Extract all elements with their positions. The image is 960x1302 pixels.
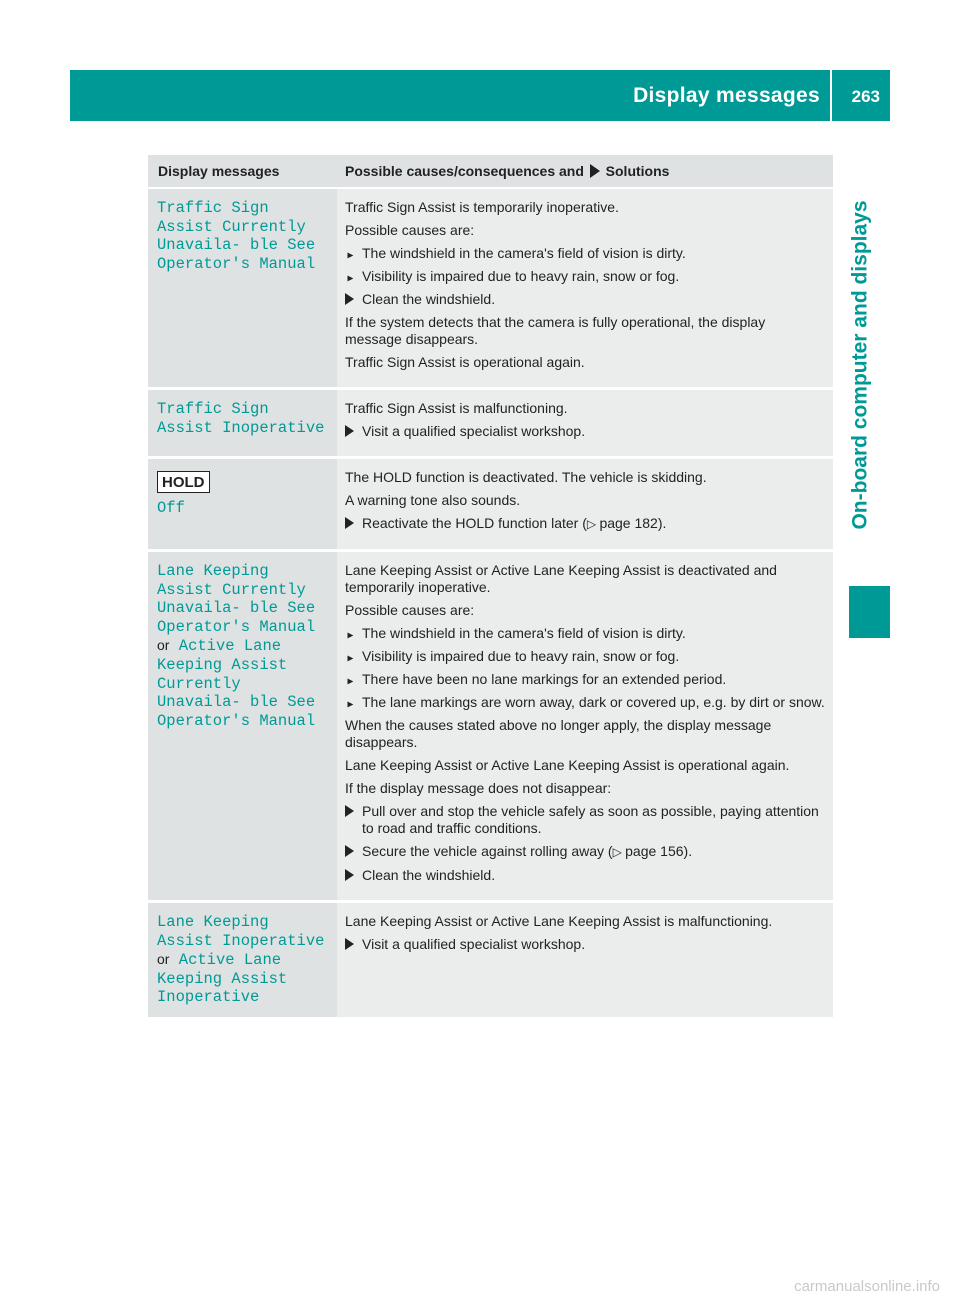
- item-text: Visit a qualified specialist workshop.: [362, 423, 586, 439]
- watermark: carmanualsonline.info: [794, 1278, 940, 1295]
- bullet-triangle-icon: ▲: [344, 653, 356, 664]
- step-arrow-icon: [345, 291, 354, 309]
- solution-step-item: [345, 803, 825, 837]
- solution-step-item: [345, 423, 825, 440]
- description-text: Traffic Sign Assist is temporarily inoperative.: [345, 199, 619, 215]
- description-text: When the causes stated above no longer apply, the display message disappears.: [345, 717, 772, 750]
- item-text: Visibility is impaired due to heavy rain, snow or fog.: [362, 648, 680, 664]
- table-row: [148, 551, 833, 902]
- page-reference-icon: ▷: [586, 517, 600, 531]
- page-reference-link[interactable]: page 156: [625, 843, 684, 859]
- table-row: [148, 902, 833, 1019]
- description-text: Traffic Sign Assist is malfunctioning.: [345, 400, 568, 416]
- causes-solutions-cell: [337, 551, 833, 902]
- display-message-cell: [148, 902, 337, 1019]
- page-reference-icon: ▷: [612, 845, 626, 859]
- description-text: Possible causes are:: [345, 222, 475, 238]
- solution-step-item: [345, 936, 825, 953]
- solution-step-item: [345, 515, 825, 533]
- item-text: Reactivate the HOLD function later (: [362, 515, 587, 531]
- display-message: Traffic Sign Assist Inoperative: [157, 400, 325, 437]
- header-divider: [830, 70, 832, 121]
- description-text: Traffic Sign Assist is operational again.: [345, 354, 585, 370]
- description-text: If the system detects that the camera is fully operational, the display message disappears.: [345, 314, 766, 347]
- chapter-side-label: [838, 130, 884, 600]
- causes-solutions-cell: [337, 389, 833, 458]
- conjunction-text: or: [157, 951, 170, 968]
- item-text: Clean the windshield.: [362, 867, 496, 883]
- causes-solutions-cell: [337, 188, 833, 389]
- item-text: Visit a qualified specialist workshop.: [362, 936, 586, 952]
- chapter-tab-marker: [849, 586, 890, 638]
- description-text: Lane Keeping Assist or Active Lane Keeping Assist is deactivated and temporarily inoperative.: [345, 562, 777, 595]
- item-text: The windshield in the camera's field of vision is dirty.: [362, 245, 686, 261]
- solution-step-item: [345, 867, 825, 884]
- cause-bullet-item: [345, 648, 825, 665]
- display-message: Lane Keeping Assist Currently Unavaila‐ ble See Operator's Manual: [157, 562, 325, 636]
- bullet-triangle-icon: ▲: [344, 273, 356, 284]
- solution-arrow-icon: [590, 164, 600, 178]
- display-message: Off: [157, 499, 185, 517]
- cause-bullet-item: [345, 268, 825, 285]
- item-text: Secure the vehicle against rolling away (: [362, 843, 613, 859]
- display-message-alt: Active Lane Keeping Assist Currently Unavaila‐ ble See Operator's Manual: [157, 637, 325, 730]
- display-message-text: [157, 562, 329, 730]
- display-message-text: [157, 199, 329, 273]
- page-section-title: Display messages: [633, 84, 820, 107]
- header-bar: [70, 70, 890, 121]
- description-text: Possible causes are:: [345, 602, 475, 618]
- item-text-end: ).: [683, 843, 693, 859]
- display-message-text: [157, 913, 329, 1007]
- step-arrow-icon: [345, 515, 354, 533]
- solution-step-item: [345, 843, 825, 861]
- display-message-text: [157, 499, 329, 518]
- chapter-title: On-board computer and displays: [849, 200, 872, 530]
- step-arrow-icon: [345, 423, 354, 441]
- causes-solutions-cell: [337, 902, 833, 1019]
- solution-step-item: [345, 291, 825, 308]
- column-header-causes-text: Possible causes/consequences and: [345, 163, 584, 179]
- item-text: The lane markings are worn away, dark or covered up, e.g. by dirt or snow.: [362, 694, 825, 710]
- display-message-cell: [148, 551, 337, 902]
- item-text: Clean the windshield.: [362, 291, 496, 307]
- causes-solutions-cell: [337, 458, 833, 551]
- table-header-row: [148, 155, 833, 188]
- cause-bullet-item: [345, 245, 825, 262]
- column-header-messages: Display messages: [148, 155, 337, 188]
- bullet-triangle-icon: ▲: [344, 250, 356, 261]
- display-message-cell: [148, 458, 337, 551]
- cause-bullet-item: [345, 625, 825, 642]
- column-header-causes: [337, 155, 833, 188]
- display-message: Lane Keeping Assist Inoperative: [157, 913, 325, 950]
- item-text: Pull over and stop the vehicle safely as soon as possible, paying attention to road and traffic conditions.: [362, 803, 819, 836]
- table-row: [148, 389, 833, 458]
- item-text-end: ).: [657, 515, 667, 531]
- description-text: Lane Keeping Assist or Active Lane Keeping Assist is malfunctioning.: [345, 913, 773, 929]
- description-text: A warning tone also sounds.: [345, 492, 521, 508]
- page-reference-link[interactable]: page 182: [599, 515, 658, 531]
- bullet-triangle-icon: ▲: [344, 699, 356, 710]
- conjunction-text: or: [157, 637, 170, 654]
- display-message-cell: [148, 389, 337, 458]
- step-arrow-icon: [345, 843, 354, 861]
- page-number: 263: [851, 87, 880, 106]
- step-arrow-icon: [345, 867, 354, 885]
- cause-bullet-item: [345, 671, 825, 688]
- display-message-text: [157, 400, 329, 437]
- description-text: Lane Keeping Assist or Active Lane Keeping Assist is operational again.: [345, 757, 790, 773]
- item-text: The windshield in the camera's field of vision is dirty.: [362, 625, 686, 641]
- table-row: [148, 458, 833, 551]
- display-message-alt: Active Lane Keeping Assist Inoperative: [157, 951, 297, 1007]
- table-row: [148, 188, 833, 389]
- item-text: There have been no lane markings for an extended period.: [362, 671, 727, 687]
- cause-bullet-item: [345, 694, 825, 711]
- display-message: Traffic Sign Assist Currently Unavaila‐ ble See Operator's Manual: [157, 199, 325, 273]
- display-messages-table: [148, 155, 833, 1020]
- description-text: The HOLD function is deactivated. The vehicle is skidding.: [345, 469, 707, 485]
- description-text: If the display message does not disappear:: [345, 780, 612, 796]
- bullet-triangle-icon: ▲: [344, 676, 356, 687]
- step-arrow-icon: [345, 803, 354, 821]
- hold-indicator-icon: HOLD: [157, 471, 210, 493]
- column-header-solutions-text: Solutions: [605, 163, 670, 179]
- step-arrow-icon: [345, 936, 354, 954]
- bullet-triangle-icon: ▲: [344, 630, 356, 641]
- item-text: Visibility is impaired due to heavy rain, snow or fog.: [362, 268, 680, 284]
- display-message-cell: [148, 188, 337, 389]
